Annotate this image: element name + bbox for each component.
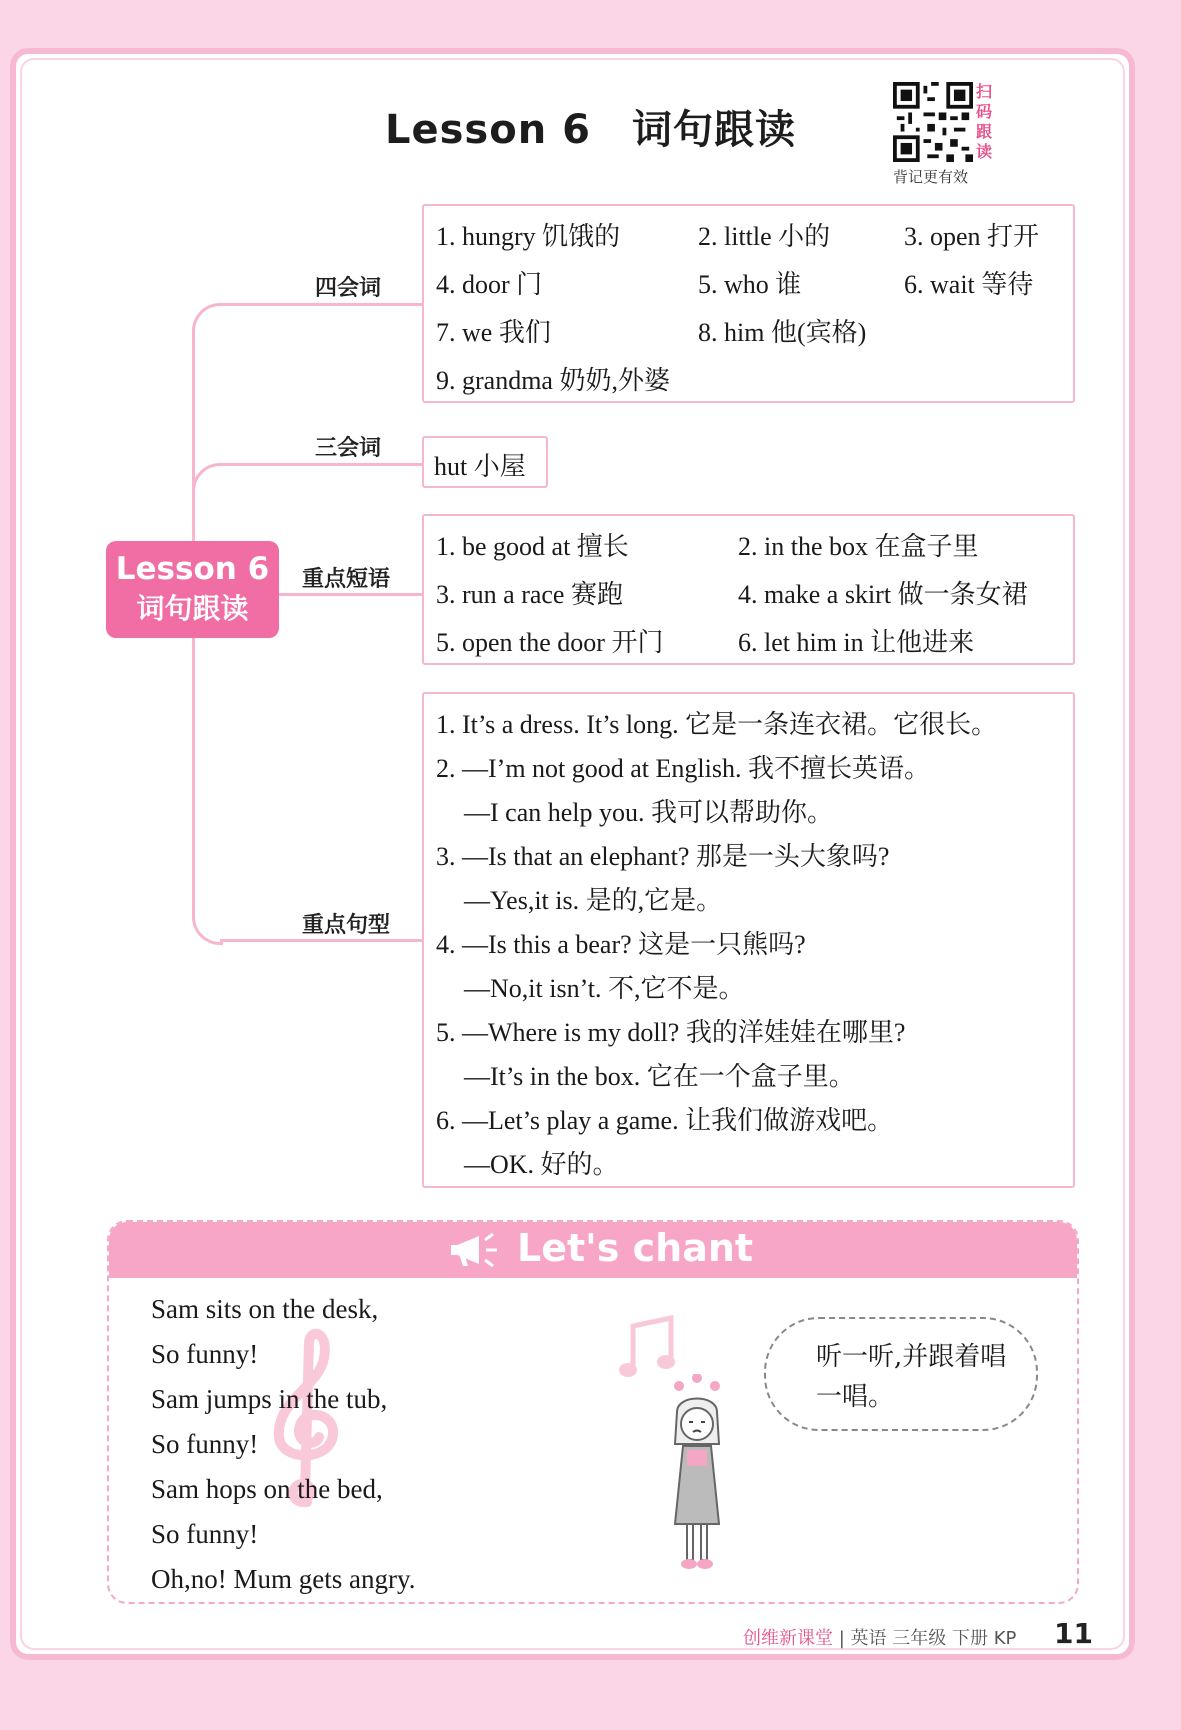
four-skill-words-box bbox=[422, 204, 1075, 403]
lesson-hub bbox=[106, 541, 279, 638]
speech-bubble bbox=[764, 1317, 1038, 1431]
scan-read-label: 扫码跟读 bbox=[976, 82, 993, 161]
phrase-item: 4. make a skirt 做一条女裙 bbox=[738, 580, 1028, 609]
chant-line: So funny! bbox=[151, 1429, 259, 1459]
branch-line-four bbox=[220, 303, 422, 306]
sentence-line: 4. —Is this a bear? 这是一只熊吗? bbox=[436, 930, 806, 959]
sentence-line: —No,it isn’t. 不,它不是。 bbox=[464, 974, 745, 1003]
word-item: 1. hungry 饥饿的 bbox=[436, 222, 621, 251]
branch-line-three bbox=[192, 463, 425, 496]
sentence-line: 2. —I’m not good at English. 我不擅长英语。 bbox=[436, 754, 930, 783]
sentence-line: —OK. 好的。 bbox=[464, 1150, 619, 1179]
hub-title: Lesson 6 bbox=[115, 551, 270, 587]
word-item: 7. we 我们 bbox=[436, 318, 551, 347]
footer-separator: | bbox=[838, 1628, 845, 1649]
word-item: 4. door 门 bbox=[436, 270, 543, 299]
girl-illustration bbox=[657, 1374, 737, 1584]
key-sentences-box bbox=[422, 692, 1075, 1188]
phrase-item: 1. be good at 擅长 bbox=[436, 532, 629, 561]
word-item: 6. wait 等待 bbox=[904, 270, 1034, 299]
chant-header bbox=[109, 1222, 1077, 1278]
page-title: Lesson 6 词句跟读 bbox=[385, 107, 796, 153]
three-skill-words-box bbox=[422, 436, 548, 488]
footer-brand: 创维新课堂 bbox=[743, 1628, 833, 1649]
word-item: 9. grandma 奶奶,外婆 bbox=[436, 366, 670, 395]
chant-panel bbox=[107, 1220, 1079, 1604]
chant-line: Sam hops on the bed, bbox=[151, 1474, 383, 1504]
phrase-item: 2. in the box 在盒子里 bbox=[738, 532, 979, 561]
footer-subject: 英语 三年级 下册 KP bbox=[850, 1628, 1017, 1649]
chant-title: Let's chant bbox=[517, 1226, 754, 1270]
word-item: 8. him 他(宾格) bbox=[698, 318, 867, 347]
chant-line: Sam jumps in the tub, bbox=[151, 1384, 388, 1414]
music-note-icon bbox=[619, 1312, 679, 1382]
sentence-line: —It’s in the box. 它在一个盒子里。 bbox=[464, 1062, 855, 1091]
word-item: 5. who 谁 bbox=[698, 270, 802, 299]
sentence-line: 6. —Let’s play a game. 让我们做游戏吧。 bbox=[436, 1106, 894, 1135]
hub-subtitle: 词句跟读 bbox=[136, 592, 249, 625]
word-item: 3. open 打开 bbox=[904, 222, 1040, 251]
branch-line-sentences bbox=[220, 939, 422, 942]
label-key-sentences: 重点句型 bbox=[302, 913, 391, 938]
chant-line: Oh,no! Mum gets angry. bbox=[151, 1564, 416, 1594]
sentence-line: 5. —Where is my doll? 我的洋娃娃在哪里? bbox=[436, 1018, 906, 1047]
chant-line: Sam sits on the desk, bbox=[151, 1294, 379, 1324]
megaphone-icon bbox=[449, 1230, 507, 1270]
sentence-line: —I can help you. 我可以帮助你。 bbox=[464, 798, 834, 827]
phrase-item: 6. let him in 让他进来 bbox=[738, 628, 975, 657]
qr-caption: 背记更有效 bbox=[893, 168, 969, 186]
label-four-skill-words: 四会词 bbox=[315, 276, 382, 301]
footer bbox=[743, 1624, 1016, 1650]
label-key-phrases: 重点短语 bbox=[302, 567, 391, 592]
chant-line: So funny! bbox=[151, 1339, 259, 1369]
label-three-skill-words: 三会词 bbox=[315, 436, 382, 461]
sentence-line: 1. It’s a dress. It’s long. 它是一条连衣裙。它很长。 bbox=[436, 710, 998, 739]
page-number: 11 bbox=[1054, 1617, 1093, 1650]
qr-code-icon[interactable] bbox=[893, 82, 973, 162]
phrase-item: 3. run a race 赛跑 bbox=[436, 580, 623, 609]
chant-line: So funny! bbox=[151, 1519, 259, 1549]
key-phrases-box bbox=[422, 514, 1075, 665]
sentence-line: —Yes,it is. 是的,它是。 bbox=[464, 886, 723, 915]
phrase-item: 5. open the door 开门 bbox=[436, 628, 664, 657]
word-item: hut 小屋 bbox=[434, 452, 526, 481]
word-item: 2. little 小的 bbox=[698, 222, 831, 251]
bubble-text: 听一听,并跟着唱一唱。 bbox=[816, 1342, 1007, 1412]
sentence-line: 3. —Is that an elephant? 那是一头大象吗? bbox=[436, 842, 890, 871]
branch-line-phrases bbox=[279, 593, 422, 596]
